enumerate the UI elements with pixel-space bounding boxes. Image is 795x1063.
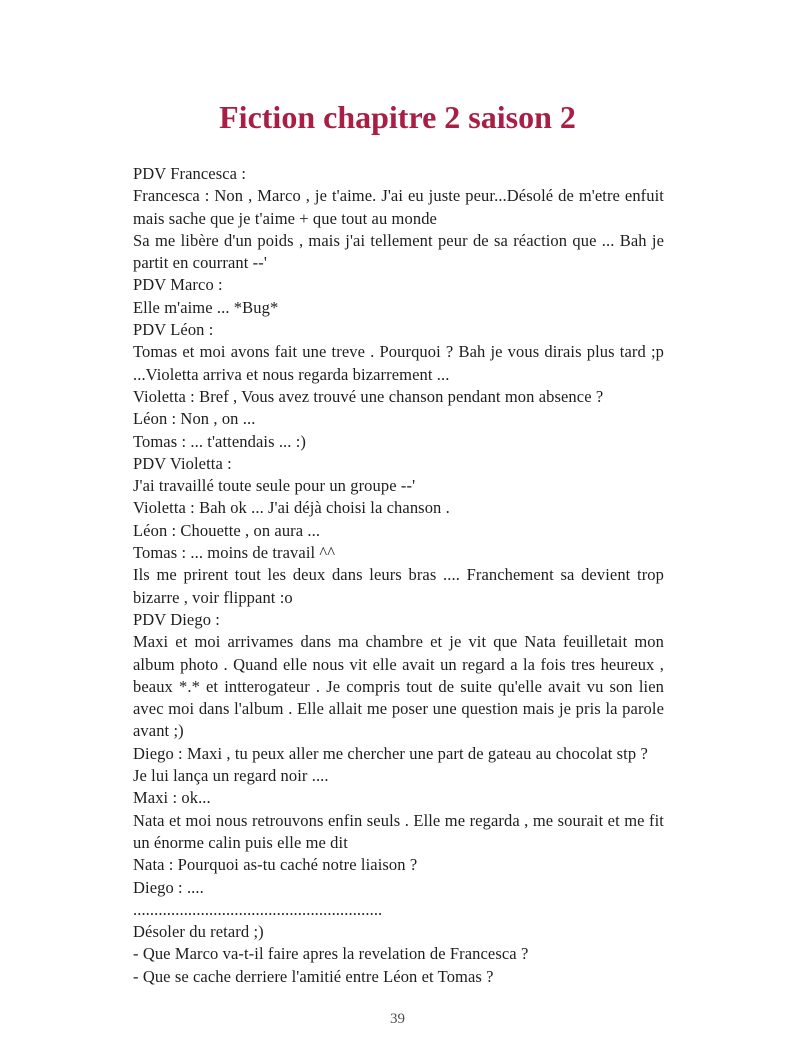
text-line: Léon : Non , on ... bbox=[133, 409, 256, 429]
text-line: Francesca : Non , Marco , je t'aime. J'ai eu juste peur...Désolé de m'etre enfuit bbox=[133, 186, 664, 206]
text-line: avec moi dans l'album . Elle allait me poser une question mais je pris la parole bbox=[133, 699, 664, 719]
text-line: album photo . Quand elle nous vit elle avait un regard a la fois tres heureux , bbox=[133, 654, 664, 674]
text-line: ........................................................... bbox=[133, 899, 383, 919]
text-line: PDV Diego : bbox=[133, 609, 220, 629]
chapter-title: Fiction chapitre 2 saison 2 bbox=[219, 99, 576, 135]
text-line: Tomas : ... t'attendais ... :) bbox=[133, 431, 306, 451]
text-line: PDV Marco : bbox=[133, 275, 223, 295]
text-line: partit en courrant --' bbox=[133, 253, 267, 273]
text-line: Violetta : Bref , Vous avez trouvé une chanson pendant mon absence ? bbox=[133, 386, 604, 406]
text-line: Diego : .... bbox=[133, 877, 204, 897]
text-line: un énorme calin puis elle me dit bbox=[133, 832, 348, 852]
text-line: Léon : Chouette , on aura ... bbox=[133, 520, 321, 540]
text-line: Ils me prirent tout les deux dans leurs bras .... Franchement sa devient trop bbox=[133, 565, 664, 585]
text-line: PDV Francesca : bbox=[133, 164, 247, 183]
text-line: bizarre , voir flippant :o bbox=[133, 587, 293, 607]
text-line: - Que Marco va-t-il faire apres la revelation de Francesca ? bbox=[133, 944, 529, 964]
text-line: - Que se cache derriere l'amitié entre Léon et Tomas ? bbox=[133, 966, 494, 986]
page-number: 39 bbox=[390, 1011, 405, 1027]
text-line: Tomas et moi avons fait une treve . Pourquoi ? Bah je vous dirais plus tard ;p bbox=[133, 342, 664, 362]
text-line: avant ;) bbox=[133, 721, 184, 741]
text-line: Maxi et moi arrivames dans ma chambre et je vit que Nata feuilletait mon bbox=[133, 632, 664, 652]
text-line: Tomas : ... moins de travail ^^ bbox=[133, 543, 336, 563]
text-line: Diego : Maxi , tu peux aller me chercher une part de gateau au chocolat stp ? bbox=[133, 743, 648, 763]
text-line: mais sache que je t'aime + que tout au monde bbox=[133, 208, 437, 228]
text-line: Nata : Pourquoi as-tu caché notre liaison ? bbox=[133, 855, 418, 875]
text-line: Nata et moi nous retrouvons enfin seuls . Elle me regarda , me sourait et me fit bbox=[133, 810, 664, 830]
text-line: J'ai travaillé toute seule pour un groupe --' bbox=[133, 476, 416, 496]
text-line: Sa me libère d'un poids , mais j'ai tellement peur de sa réaction que ... Bah je bbox=[133, 230, 664, 250]
text-line: Violetta : Bah ok ... J'ai déjà choisi la chanson . bbox=[133, 498, 450, 518]
text-line: Elle m'aime ... *Bug* bbox=[133, 297, 279, 317]
story-text bbox=[133, 163, 664, 988]
text-line: PDV Violetta : bbox=[133, 453, 232, 473]
text-line: ...Violetta arriva et nous regarda bizarrement ... bbox=[133, 364, 450, 384]
text-line: Désoler du retard ;) bbox=[133, 922, 264, 942]
text-line: Maxi : ok... bbox=[133, 788, 211, 808]
text-line: beaux *.* et intterogateur . Je compris tout de suite qu'elle avait vu son lien bbox=[133, 676, 664, 696]
text-line: Je lui lança un regard noir .... bbox=[133, 766, 329, 786]
text-line: PDV Léon : bbox=[133, 320, 214, 340]
